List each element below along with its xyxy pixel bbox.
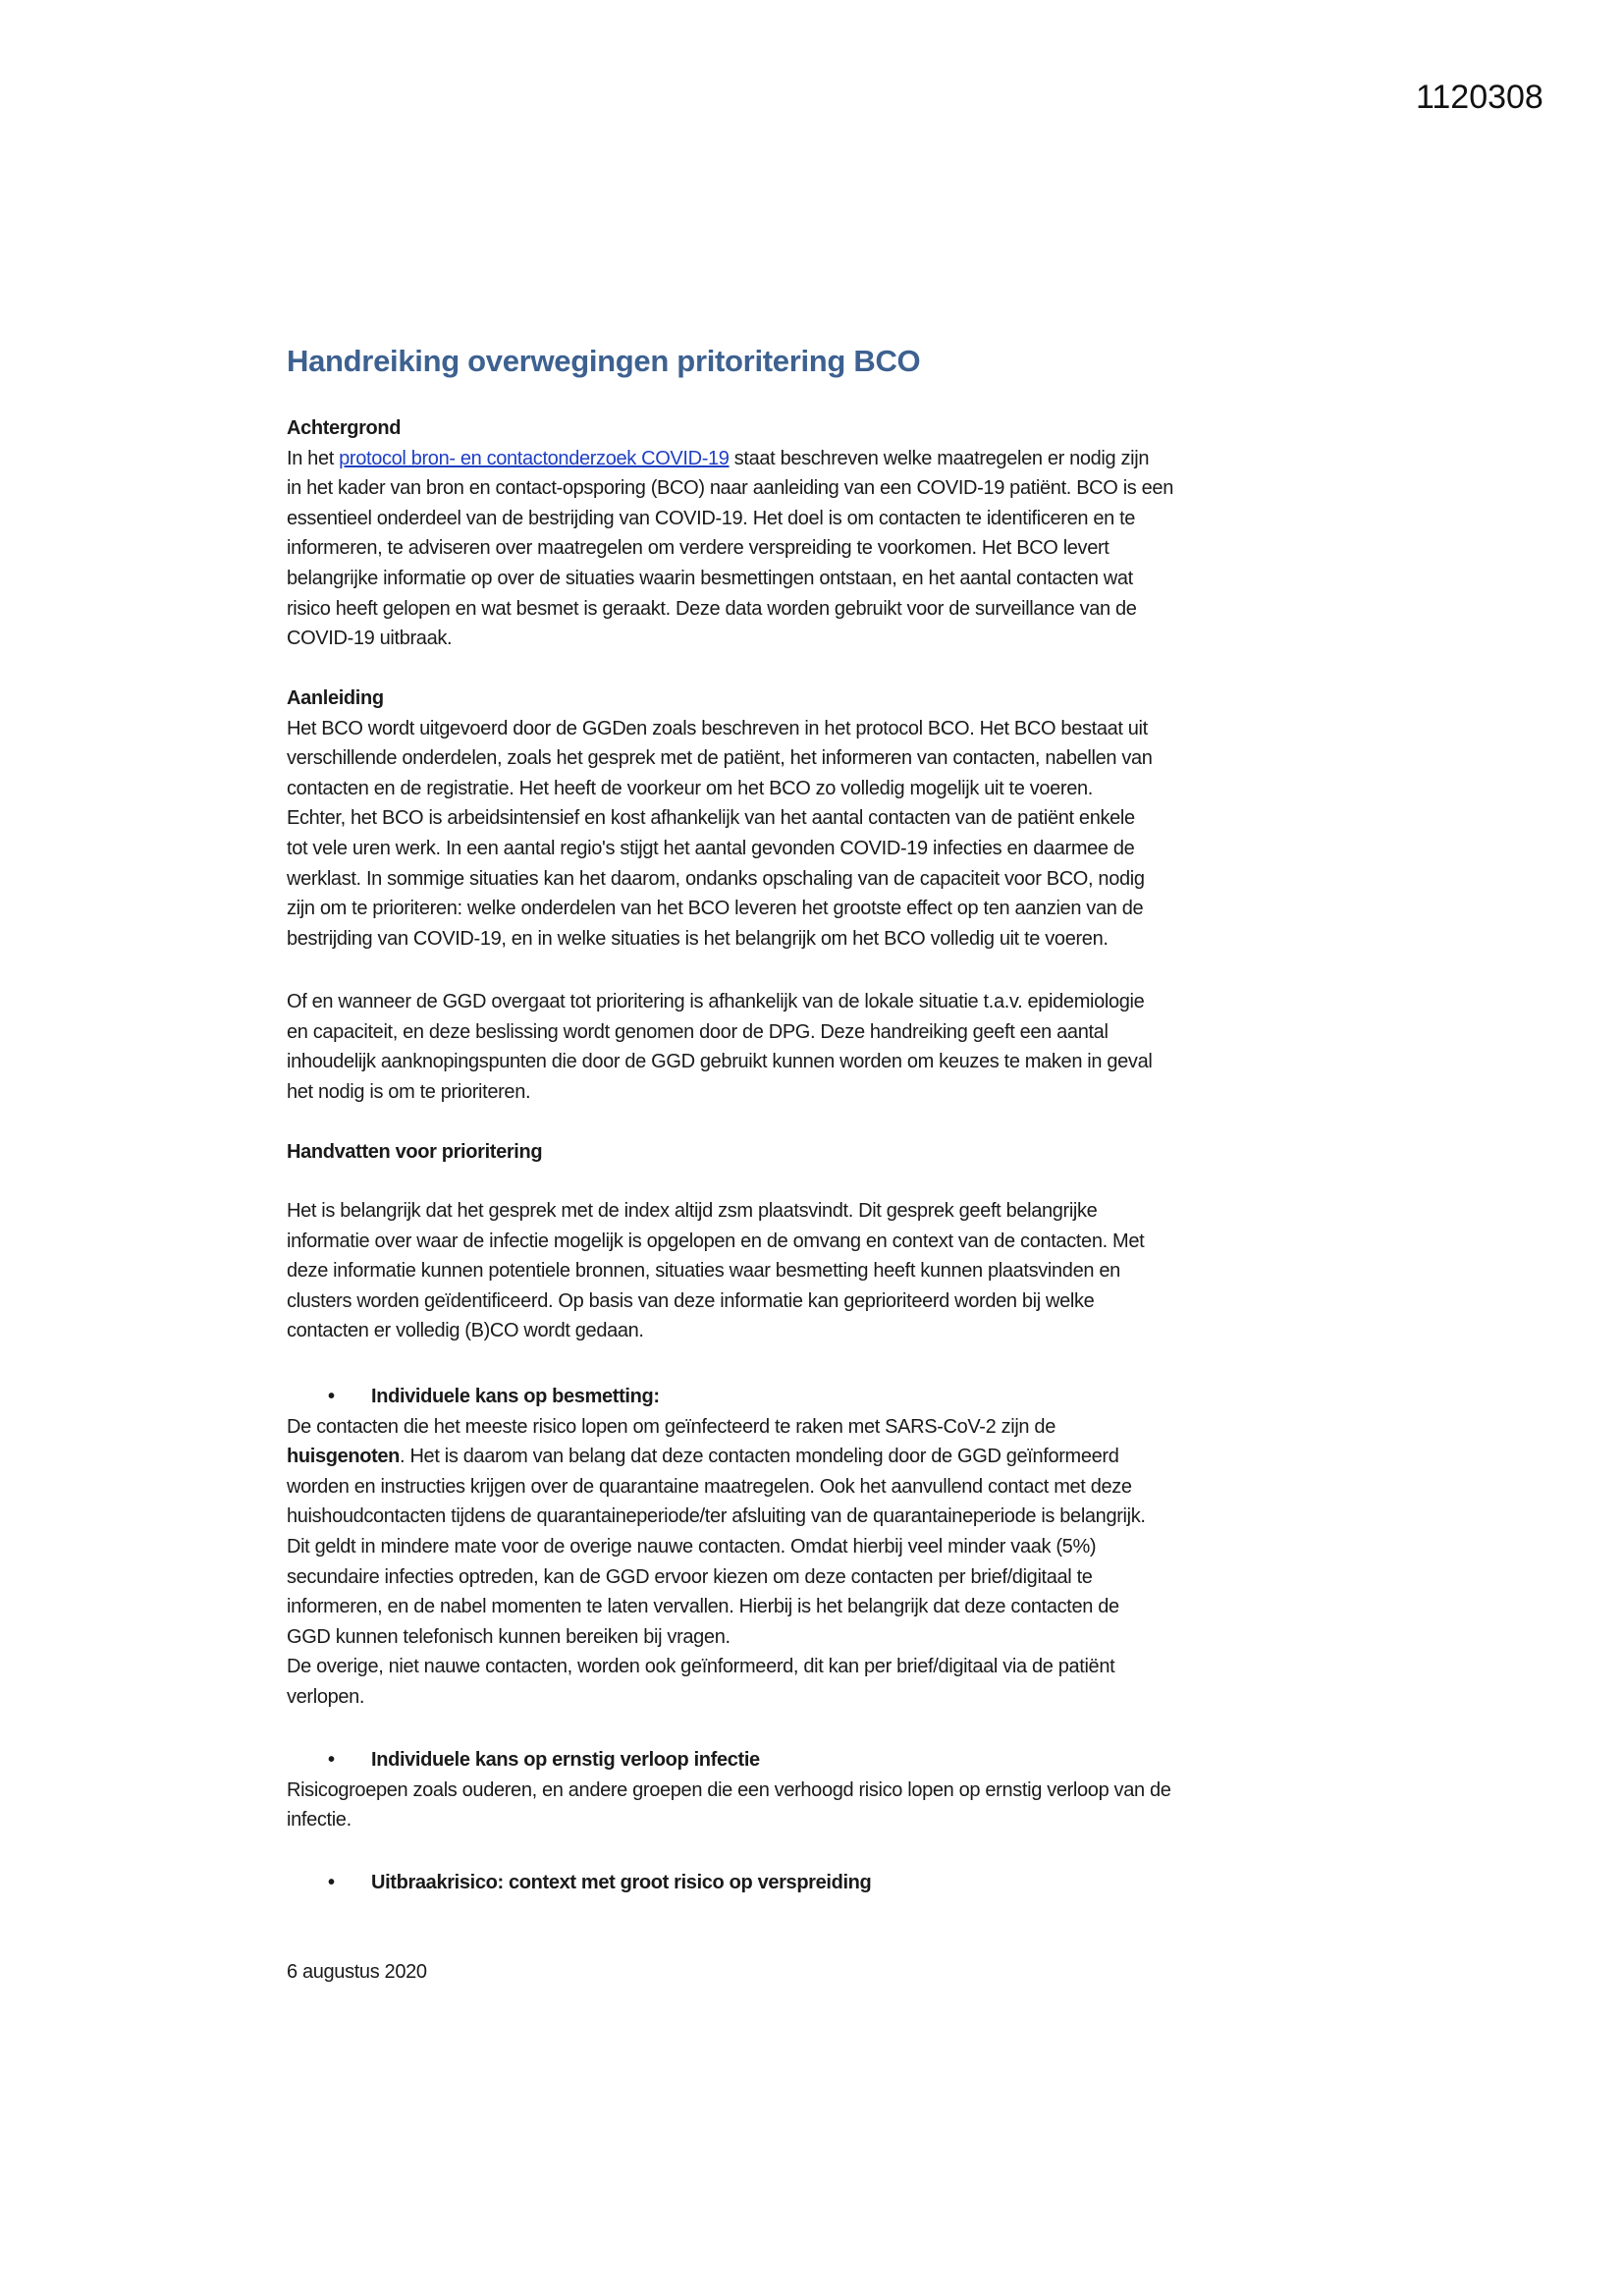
bullet-item [287,1745,1367,1776]
text-line: informeren, en de nabel momenten te laten vervallen. Hierbij is het belangrijk dat deze contacten de [287,1596,1119,1618]
text-line: Dit geldt in mindere mate voor de overige nauwe contacten. Omdat hierbij veel minder vaak (5%) [287,1535,1097,1558]
section-aanleiding [287,683,1367,954]
text-line: verlopen. [287,1685,365,1708]
text-line: Risicogroepen zoals ouderen, en andere groepen die een verhoogd risico lopen op ernstig verloop van de [287,1778,1171,1801]
text-line: De contacten die het meeste risico lopen om geïnfecteerd te raken met SARS-CoV-2 zijn de [287,1415,1056,1438]
bullet-icon: • [328,1749,335,1771]
text-line: belangrijke informatie op over de situaties waarin besmettingen ontstaan, en het aantal contacten wat [287,567,1133,589]
bullet-icon: • [328,1872,335,1893]
section-besmetting [287,1382,1367,1713]
bullet-item [287,1868,1367,1898]
text-line: werklast. In sommige situaties kan het daarom, ondanks opschaling van de capaciteit voor BCO, nodig [287,867,1145,890]
text-line: Echter, het BCO is arbeidsintensief en kost afhankelijk van het aantal contacten van de patiënt enkele [287,807,1135,830]
text-line: inhoudelijk aanknopingspunten die door de GGD gebruikt kunnen worden om keuzes te maken in geval [287,1051,1153,1073]
text-line: clusters worden geïdentificeerd. Op basis van deze informatie kan geprioriteerd worden bij welke [287,1289,1095,1312]
text-line: in het kader van bron en contact-opsporing (BCO) naar aanleiding van een COVID-19 patiënt. BCO is een [287,477,1173,500]
bullet-label: Uitbraakrisico: context met groot risico op verspreiding [371,1872,872,1893]
text-line [287,1442,1367,1472]
text-line: het nodig is om te prioriteren. [287,1080,531,1103]
text-line: contacten en de registratie. Het heeft de voorkeur om het BCO zo volledig mogelijk uit te voeren. [287,777,1093,799]
text-line: infectie. [287,1809,352,1831]
text-line: De overige, niet nauwe contacten, worden ook geïnformeerd, dit kan per brief/digitaal via de patiënt [287,1656,1115,1678]
text-line: contacten er volledig (B)CO wordt gedaan. [287,1320,644,1342]
bullet-item [287,1382,1367,1412]
protocol-link[interactable]: protocol bron- en contactonderzoek COVID-19 [339,447,730,469]
text-line: Het BCO wordt uitgevoerd door de GGDen zoals beschreven in het protocol BCO. Het BCO bestaat uit [287,717,1148,739]
text-line: COVID-19 uitbraak. [287,628,453,650]
text-line: worden en instructies krijgen over de quarantaine maatregelen. Ook het aanvullend contact met deze [287,1475,1132,1498]
section-heading: Achtergrond [287,417,402,439]
section-ernstig [287,1745,1367,1835]
text-line: informatie over waar de infectie mogelijk is opgelopen en de omvang en context van de contacten. Met [287,1230,1145,1252]
section-achtergrond [287,413,1367,654]
bullet-label: Individuele kans op besmetting: [371,1386,660,1407]
bullet-label: Individuele kans op ernstig verloop infectie [371,1749,760,1771]
text-line: Het is belangrijk dat het gesprek met de index altijd zsm plaatsvindt. Dit gesprek geeft belangrijke [287,1200,1098,1222]
section-heading: Aanleiding [287,687,384,709]
section-heading: Handvatten voor prioritering [287,1141,543,1163]
text-line: zijn om te prioriteren: welke onderdelen van het BCO leveren het grootste effect op ten aanzien van de [287,898,1144,920]
text-line: GGD kunnen telefonisch kunnen bereiken bij vragen. [287,1625,731,1648]
section-gesprek [287,1196,1367,1346]
text-span: In het [287,447,340,469]
text-line: risico heeft gelopen en wat besmet is geraakt. Deze data worden gebruikt voor de surveillance van de [287,597,1137,620]
text-span: staat beschreven welke maatregelen er nodig zijn [729,447,1150,469]
text-line: deze informatie kunnen potentiele bronnen, situaties waar besmetting heeft kunnen plaatsvinden en [287,1260,1120,1283]
text-line: huishoudcontacten tijdens de quarantaineperiode/ter afsluiting van de quarantaineperiode is belangrijk. [287,1505,1146,1528]
text-line: Of en wanneer de GGD overgaat tot prioritering is afhankelijk van de lokale situatie t.a.v. epidemiologie [287,991,1145,1012]
text-line: essentieel onderdeel van de bestrijding van COVID-19. Het doel is om contacten te identificeren en te [287,507,1136,529]
text-line: informeren, te adviseren over maatregelen om verdere verspreiding te voorkomen. Het BCO levert [287,537,1110,560]
section-date [287,1957,1367,1988]
text-line: tot vele uren werk. In een aantal regio's stijgt het aantal gevonden COVID-19 infecties en daarmee de [287,837,1135,859]
text-line: secundaire infecties optreden, kan de GGD ervoor kiezen om deze contacten per brief/digitaal te [287,1565,1093,1588]
document-number: 1120308 [1416,79,1543,116]
text-line: verschillende onderdelen, zoals het gesprek met de patiënt, het informeren van contacten, nabellen van [287,747,1153,770]
text-line: bestrijding van COVID-19, en in welke situaties is het belangrijk om het BCO volledig uit te voeren. [287,927,1109,950]
text-line [287,444,1367,474]
text-line: en capaciteit, en deze beslissing wordt genomen door de DPG. Deze handreiking geeft een aantal [287,1020,1109,1043]
text-span: huisgenoten [287,1446,401,1468]
text-span: . Het is daarom van belang dat deze contacten mondeling door de GGD geïnformeerd [400,1446,1119,1468]
section-uitbraak [287,1868,1367,1898]
section-handvatten [287,1137,1367,1168]
text-line: 6 augustus 2020 [287,1961,427,1983]
bullet-icon: • [328,1386,335,1407]
section-of-en-wanneer [287,987,1367,1107]
page-title: Handreiking overwegingen pritoritering BCO [287,344,921,378]
